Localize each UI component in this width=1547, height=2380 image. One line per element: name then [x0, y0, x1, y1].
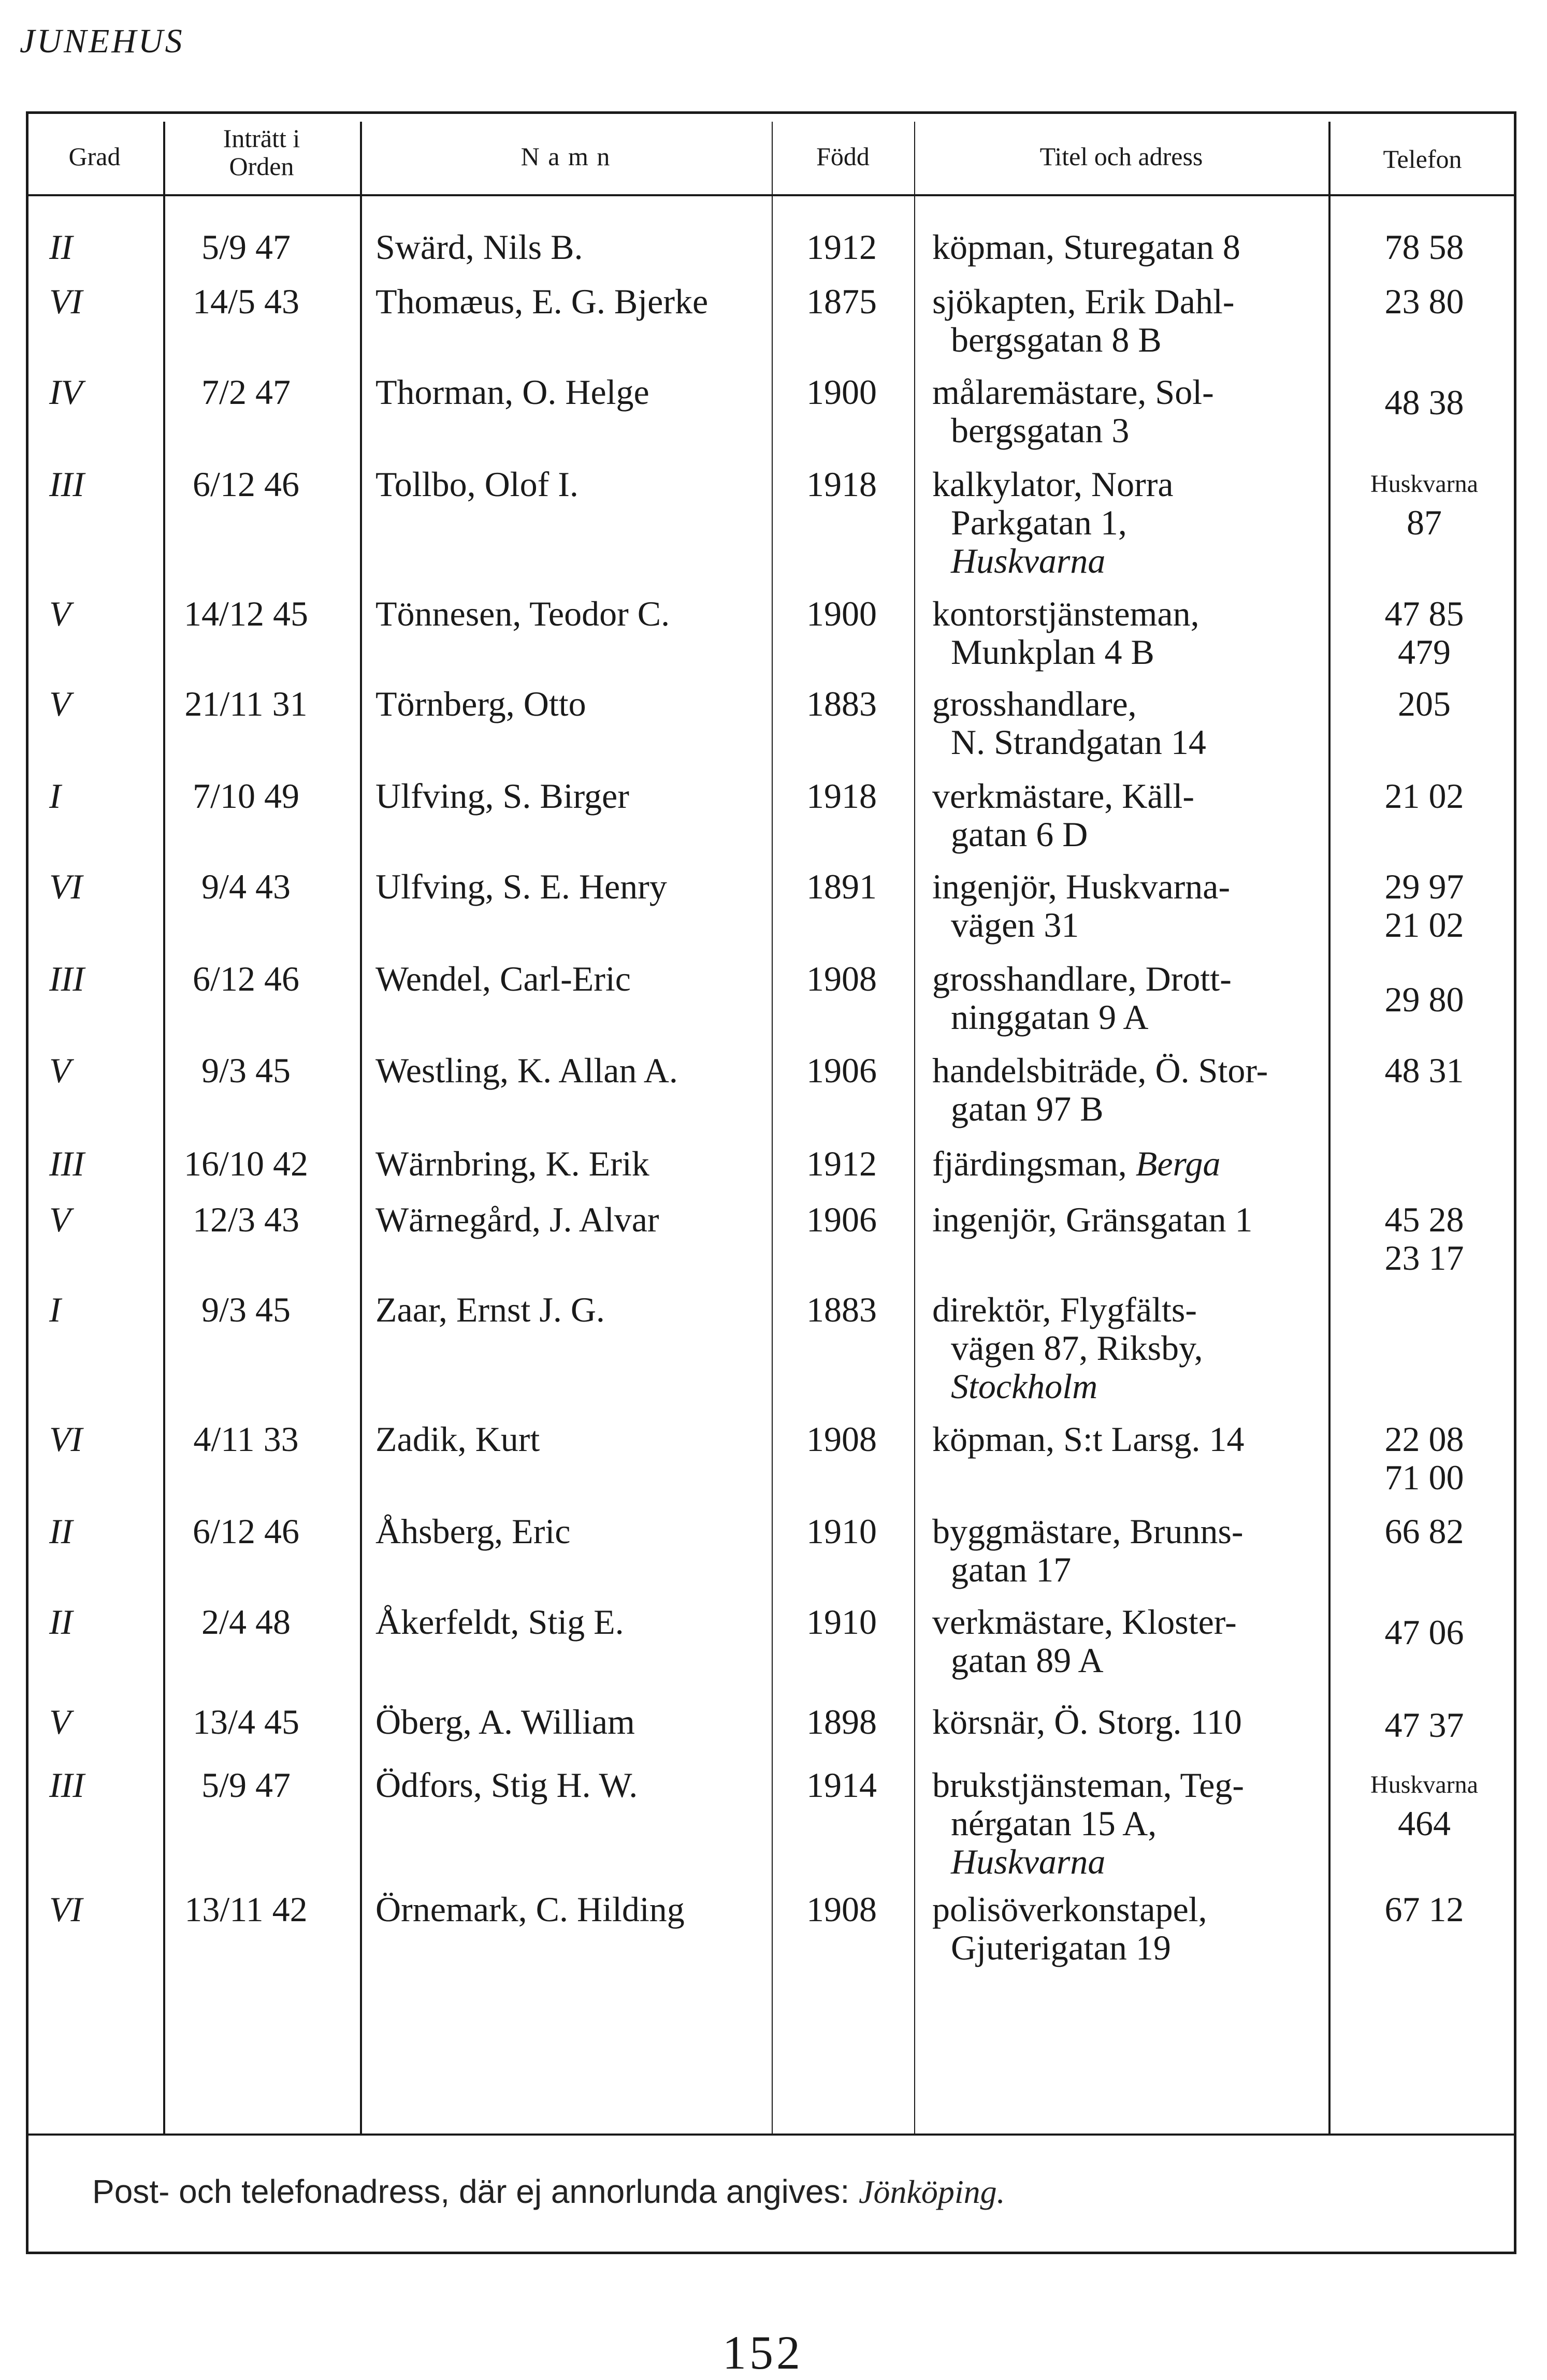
- intratt-cell: 21/11 31: [184, 684, 308, 723]
- intratt-cell: 6/12 46: [193, 959, 299, 998]
- titel-line: grosshandlare,: [932, 684, 1137, 723]
- intratt-cell: 9/4 43: [201, 867, 291, 906]
- fodd-cell: 1875: [806, 282, 877, 321]
- telefon-number: 48 31: [1384, 1051, 1464, 1090]
- telefon-place: Huskvarna: [1370, 1771, 1478, 1798]
- titel-line: polisöverkonstapel,: [932, 1890, 1207, 1929]
- intratt-cell: 6/12 46: [193, 465, 299, 504]
- telefon-number: 47 85: [1384, 594, 1464, 633]
- fodd-cell: 1883: [806, 684, 877, 723]
- telefon-number: 45 28: [1384, 1200, 1464, 1239]
- titel-line: Huskvarna: [951, 1842, 1106, 1881]
- grad-cell: I: [49, 776, 61, 816]
- telefon-number: 23 17: [1384, 1238, 1464, 1278]
- intratt-cell: 9/3 45: [201, 1051, 291, 1090]
- col-divider: [360, 122, 362, 2134]
- fodd-cell: 1891: [806, 867, 877, 906]
- telefon-number: 21 02: [1384, 776, 1464, 816]
- grad-cell: V: [49, 1200, 71, 1239]
- telefon-cell: [1336, 1512, 1512, 1550]
- titel-line: brukstjänsteman, Teg-: [932, 1765, 1245, 1805]
- titel-cell: [932, 1144, 1220, 1183]
- fodd-cell: 1900: [806, 372, 877, 412]
- col-header-intratt: [163, 124, 360, 180]
- grad-cell: III: [49, 959, 84, 998]
- intratt-cell: 5/9 47: [201, 227, 291, 267]
- titel-line: Stockholm: [951, 1367, 1098, 1406]
- col-header-namn: N a m n: [521, 142, 611, 171]
- fodd-cell: 1918: [806, 465, 877, 504]
- grad-cell: V: [49, 594, 71, 633]
- titel-cell: [932, 373, 1214, 449]
- namn-cell: Ödfors, Stig H. W.: [375, 1765, 638, 1805]
- intratt-cell: 14/12 45: [184, 594, 308, 633]
- telefon-cell: [1336, 1613, 1512, 1651]
- telefon-cell: [1336, 383, 1512, 422]
- namn-cell: Zadik, Kurt: [375, 1419, 540, 1459]
- intratt-cell: 13/11 42: [184, 1890, 308, 1929]
- namn-cell: Åkerfeldt, Stig E.: [375, 1602, 624, 1642]
- titel-cell: [932, 1890, 1207, 1967]
- titel-cell: [932, 1420, 1245, 1458]
- telefon-number: 48 38: [1384, 383, 1464, 422]
- col-header-titel: Titel och adress: [1039, 142, 1203, 171]
- header-rule: [26, 194, 1516, 196]
- telefon-cell: [1336, 685, 1512, 723]
- titel-line: grosshandlare, Drott-: [932, 959, 1232, 998]
- telefon-cell: [1336, 777, 1512, 815]
- namn-cell: Thomæus, E. G. Bjerke: [375, 282, 709, 321]
- titel-cell: [932, 777, 1194, 853]
- telefon-cell: [1336, 465, 1512, 542]
- titel-cell: [932, 594, 1199, 671]
- titel-line: verkmästare, Käll-: [932, 776, 1194, 816]
- grad-cell: I: [49, 1290, 61, 1329]
- titel-line: N. Strandgatan 14: [951, 722, 1206, 762]
- grad-cell: VI: [49, 1419, 83, 1459]
- titel-cell: [932, 1051, 1268, 1128]
- telefon-place: Huskvarna: [1370, 470, 1478, 498]
- fodd-cell: 1912: [806, 1144, 877, 1183]
- fodd-cell: 1906: [806, 1200, 877, 1239]
- titel-line: direktör, Flygfälts-: [932, 1290, 1197, 1329]
- telefon-number: 71 00: [1384, 1458, 1464, 1497]
- footer-note-text: Post- och telefonadress, där ej annorlunda angives:: [92, 2173, 850, 2210]
- titel-cell: [932, 1200, 1253, 1239]
- col-header-telefon: Telefon: [1383, 144, 1462, 173]
- grad-cell: II: [49, 1512, 73, 1551]
- titel-place: Berga: [1135, 1144, 1221, 1183]
- intratt-cell: 6/12 46: [193, 1512, 299, 1551]
- telefon-number: 29 97: [1384, 867, 1464, 906]
- telefon-cell: [1336, 1051, 1512, 1090]
- titel-line: gatan 89 A: [951, 1641, 1104, 1680]
- namn-cell: Ulfving, S. E. Henry: [375, 867, 667, 906]
- titel-line: Gjuterigatan 19: [951, 1928, 1171, 1967]
- titel-cell: [932, 685, 1206, 761]
- titel-cell: [932, 960, 1232, 1036]
- titel-line: köpman, Sturegatan 8: [932, 227, 1240, 267]
- intratt-cell: 5/9 47: [201, 1765, 291, 1805]
- intratt-cell: 12/3 43: [193, 1200, 299, 1239]
- grad-cell: III: [49, 1765, 84, 1805]
- titel-line: gatan 6 D: [951, 815, 1088, 854]
- namn-cell: Örnemark, C. Hilding: [375, 1890, 685, 1929]
- grad-cell: VI: [49, 867, 83, 906]
- namn-cell: Öberg, A. William: [375, 1702, 635, 1742]
- telefon-number: 205: [1398, 684, 1451, 723]
- intratt-cell: 7/10 49: [193, 776, 299, 816]
- col-header-intratt-line2: Orden: [229, 152, 294, 181]
- titel-line: kalkylator, Norra: [932, 465, 1174, 504]
- titel-cell: [932, 228, 1240, 266]
- telefon-number: 47 37: [1384, 1705, 1464, 1745]
- titel-line: vägen 87, Riksby,: [951, 1328, 1203, 1368]
- titel-cell: [932, 1512, 1244, 1589]
- titel-line: Munkplan 4 B: [951, 632, 1154, 672]
- titel-line: ninggatan 9 A: [951, 997, 1149, 1037]
- telefon-number: 23 80: [1384, 282, 1464, 321]
- titel-line: sjökapten, Erik Dahl-: [932, 282, 1235, 321]
- telefon-cell: [1336, 1706, 1512, 1744]
- fodd-cell: 1908: [806, 1419, 877, 1459]
- fodd-cell: 1912: [806, 227, 877, 267]
- col-divider: [1328, 122, 1331, 2134]
- titel-line: bergsgatan 3: [951, 411, 1130, 450]
- col-header-intratt-line1: Inträtt i: [223, 124, 300, 153]
- col-divider: [914, 122, 915, 2134]
- telefon-cell: [1336, 1200, 1512, 1277]
- telefon-number: 464: [1398, 1804, 1451, 1843]
- titel-line: målaremästare, Sol-: [932, 372, 1214, 412]
- telefon-cell: [1336, 282, 1512, 321]
- grad-cell: VI: [49, 1890, 83, 1929]
- titel-line: Parkgatan 1,: [951, 503, 1127, 542]
- titel-cell: [932, 465, 1174, 580]
- footer-note: [92, 2172, 1005, 2211]
- telefon-cell: [1336, 1766, 1512, 1842]
- grad-cell: V: [49, 1051, 71, 1090]
- titel-line: vägen 31: [951, 905, 1079, 945]
- telefon-cell: [1336, 1890, 1512, 1928]
- fodd-cell: 1914: [806, 1765, 877, 1805]
- grad-cell: V: [49, 1702, 71, 1742]
- telefon-number: 22 08: [1384, 1419, 1464, 1459]
- namn-cell: Tollbo, Olof I.: [375, 465, 579, 504]
- titel-line: gatan 97 B: [951, 1089, 1104, 1128]
- titel-cell: [932, 1603, 1237, 1679]
- col-header-fodd: Född: [816, 142, 870, 171]
- titel-cell: [932, 1290, 1203, 1405]
- titel-line: handelsbiträde, Ö. Stor-: [932, 1051, 1268, 1090]
- fodd-cell: 1883: [806, 1290, 877, 1329]
- page-number: 152: [722, 2326, 803, 2379]
- telefon-number: 21 02: [1384, 905, 1464, 945]
- footer-rule: [26, 2134, 1516, 2136]
- namn-cell: Westling, K. Allan A.: [375, 1051, 678, 1090]
- intratt-cell: 4/11 33: [193, 1419, 299, 1459]
- titel-cell: [932, 1703, 1242, 1741]
- footer-note-city: Jönköping.: [859, 2173, 1005, 2210]
- telefon-number: 78 58: [1384, 227, 1464, 267]
- intratt-cell: 14/5 43: [193, 282, 299, 321]
- titel-line: kontorstjänsteman,: [932, 594, 1199, 633]
- namn-cell: Åhsberg, Eric: [375, 1512, 571, 1551]
- titel-line: fjärdingsman,: [932, 1144, 1136, 1183]
- fodd-cell: 1910: [806, 1512, 877, 1551]
- running-header: JUNEHUS: [20, 22, 184, 60]
- titel-line: byggmästare, Brunns-: [932, 1512, 1244, 1551]
- grad-cell: III: [49, 465, 84, 504]
- telefon-number: 479: [1398, 632, 1451, 672]
- telefon-number: 47 06: [1384, 1613, 1464, 1652]
- intratt-cell: 7/2 47: [201, 372, 291, 412]
- namn-cell: Zaar, Ernst J. G.: [375, 1290, 605, 1329]
- col-header-grad: Grad: [68, 142, 121, 171]
- fodd-cell: 1900: [806, 594, 877, 633]
- fodd-cell: 1906: [806, 1051, 877, 1090]
- titel-line: ingenjör, Huskvarna-: [932, 867, 1231, 906]
- fodd-cell: 1910: [806, 1602, 877, 1642]
- fodd-cell: 1918: [806, 776, 877, 816]
- grad-cell: V: [49, 684, 71, 723]
- telefon-number: 29 80: [1384, 980, 1464, 1019]
- namn-cell: Tönnesen, Teodor C.: [375, 594, 670, 633]
- titel-cell: [932, 282, 1235, 359]
- namn-cell: Wärnegård, J. Alvar: [375, 1200, 659, 1239]
- namn-cell: Törnberg, Otto: [375, 684, 586, 723]
- titel-line: ingenjör, Gränsgatan 1: [932, 1200, 1253, 1239]
- namn-cell: Wendel, Carl-Eric: [375, 959, 631, 998]
- telefon-cell: [1336, 228, 1512, 266]
- titel-line: körsnär, Ö. Storg. 110: [932, 1702, 1242, 1742]
- telefon-number: 66 82: [1384, 1512, 1464, 1551]
- grad-cell: IV: [49, 372, 83, 412]
- telefon-number: 67 12: [1384, 1890, 1464, 1929]
- fodd-cell: 1908: [806, 1890, 877, 1929]
- grad-cell: III: [49, 1144, 84, 1183]
- titel-cell: [932, 1766, 1244, 1881]
- grad-cell: VI: [49, 282, 83, 321]
- col-divider: [772, 122, 773, 2134]
- telefon-cell: [1336, 867, 1512, 944]
- grad-cell: II: [49, 227, 73, 267]
- titel-line: gatan 17: [951, 1550, 1072, 1589]
- titel-line: verkmästare, Kloster-: [932, 1602, 1237, 1642]
- titel-line: Huskvarna: [951, 541, 1106, 581]
- namn-cell: Ulfving, S. Birger: [375, 776, 629, 816]
- telefon-cell: [1336, 594, 1512, 671]
- titel-cell: [932, 867, 1230, 944]
- intratt-cell: 16/10 42: [184, 1144, 308, 1183]
- intratt-cell: 2/4 48: [201, 1602, 291, 1642]
- titel-line: bergsgatan 8 B: [951, 320, 1162, 359]
- fodd-cell: 1908: [806, 959, 877, 998]
- intratt-cell: 13/4 45: [193, 1702, 299, 1742]
- telefon-cell: [1336, 1420, 1512, 1497]
- namn-cell: Thorman, O. Helge: [375, 372, 649, 412]
- titel-line: nérgatan 15 A,: [951, 1804, 1157, 1843]
- telefon-cell: [1336, 980, 1512, 1019]
- grad-cell: II: [49, 1602, 73, 1642]
- intratt-cell: 9/3 45: [201, 1290, 291, 1329]
- namn-cell: Swärd, Nils B.: [375, 227, 583, 267]
- telefon-number: 87: [1407, 503, 1442, 542]
- titel-line: köpman, S:t Larsg. 14: [932, 1419, 1245, 1459]
- col-divider: [163, 122, 165, 2134]
- namn-cell: Wärnbring, K. Erik: [375, 1144, 649, 1183]
- fodd-cell: 1898: [806, 1702, 877, 1742]
